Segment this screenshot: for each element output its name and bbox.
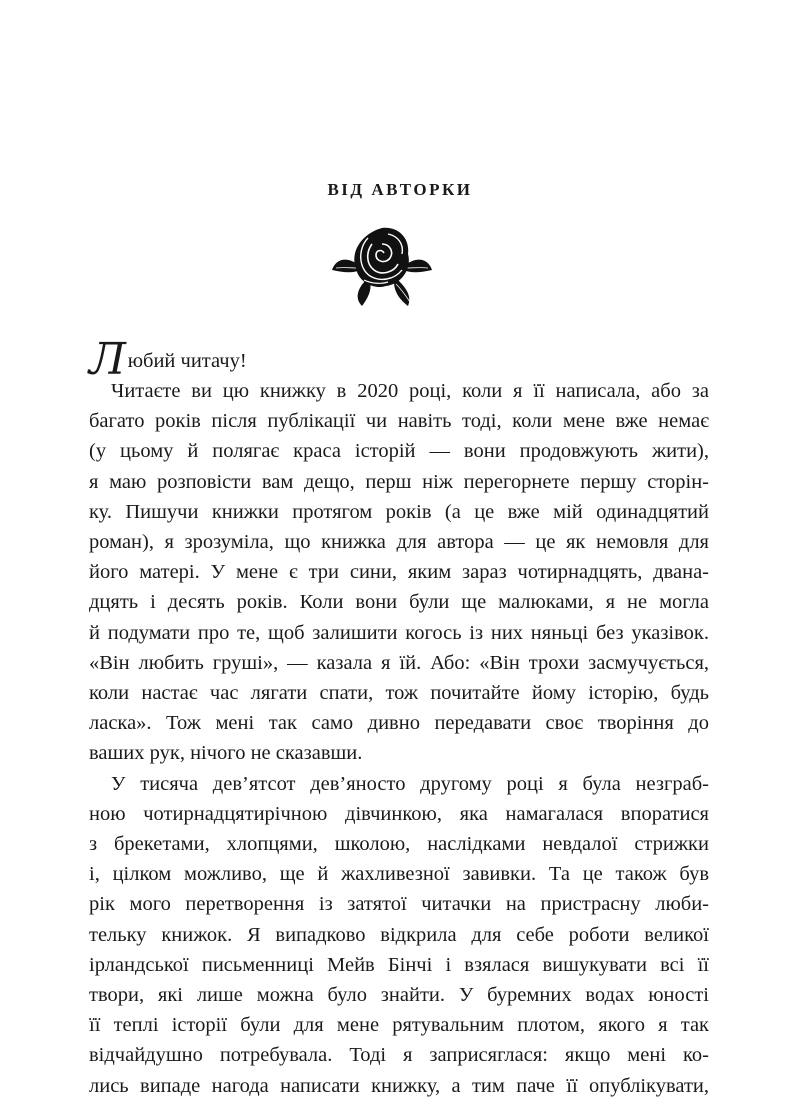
text-line: тельку книжок. Я випадково відкрила для себе роботи великої [89,923,709,946]
text-line: ласка». Тож мені так само дивно передавати своє творіння до [89,712,709,735]
text-line: рік мого перетворення із затятої читачки на пристрасну люби- [89,893,709,916]
text-line: «Він любить груші», — казала я їй. Або: «Він трохи засмучується, [89,651,709,674]
text-line: її теплі історії були для мене рятувальним плотом, якого я так [89,1014,709,1037]
text-line: і, цілком можливо, ще й жахливезної завивки. Та це також був [89,863,709,886]
text-line: багато років після публікації чи навіть тоді, коли мене вже немає [89,410,709,433]
section-heading: ВІД АВТОРКИ [327,180,473,199]
text-line: У тисяча дев’ятсот дев’яносто другому році я була незграб- [111,772,709,795]
text-line: Читаєте ви цю книжку в 2020 році, коли я її написала, або за [111,380,709,402]
letter-text [89,334,709,1101]
text-line: дцять і десять років. Коли вони були ще малюками, я не могла [89,591,709,614]
text-line: (у цьому й полягає краса історій — вони продовжують жити), [89,440,709,463]
text-line: ною чотирнадцятирічною дівчинкою, яка намагалася впоратися [89,802,709,825]
text-line: твори, які лише можна було знайти. У буремних водах юності [89,984,709,1007]
text-line: коли настає час лягати спати, тож почитайте йому історію, будь [89,682,709,705]
greeting [89,334,709,385]
text-line: роман), я зрозуміла, що книжка для автора — це як немовля для [89,531,709,554]
text-line: я маю розповісти вам дещо, перш ніж перегорнете першу сторін- [89,470,709,493]
text-line: ваших рук, нічого не сказавши. [89,742,363,765]
text-line: відчайдушно потребувала. Тоді я заприсяглася: якщо мені ко- [89,1044,709,1067]
paragraph-2 [89,769,709,1101]
text-line: з брекетами, хлопцями, школою, наслідками невдалої стрижки [89,833,709,856]
greeting-text: юбий читачу! [127,350,247,372]
rose-icon [330,222,434,308]
text-line: лись випаде нагода написати книжку, а тим паче її опублікувати, [89,1074,709,1097]
paragraph-1 [89,376,709,769]
text-line: ірландської письменниці Мейв Бінчі і взялася вишукувати всі її [89,953,709,976]
text-line: й подумати про те, щоб залишити когось із них няньці без указівок. [89,621,709,644]
drop-cap: Л [89,334,126,385]
text-line: ку. Пишучи книжки протягом років (а це вже мій одинадцятий [89,500,709,523]
text-line: його матері. У мене є три сини, яким зараз чотирнадцять, двана- [89,561,709,584]
